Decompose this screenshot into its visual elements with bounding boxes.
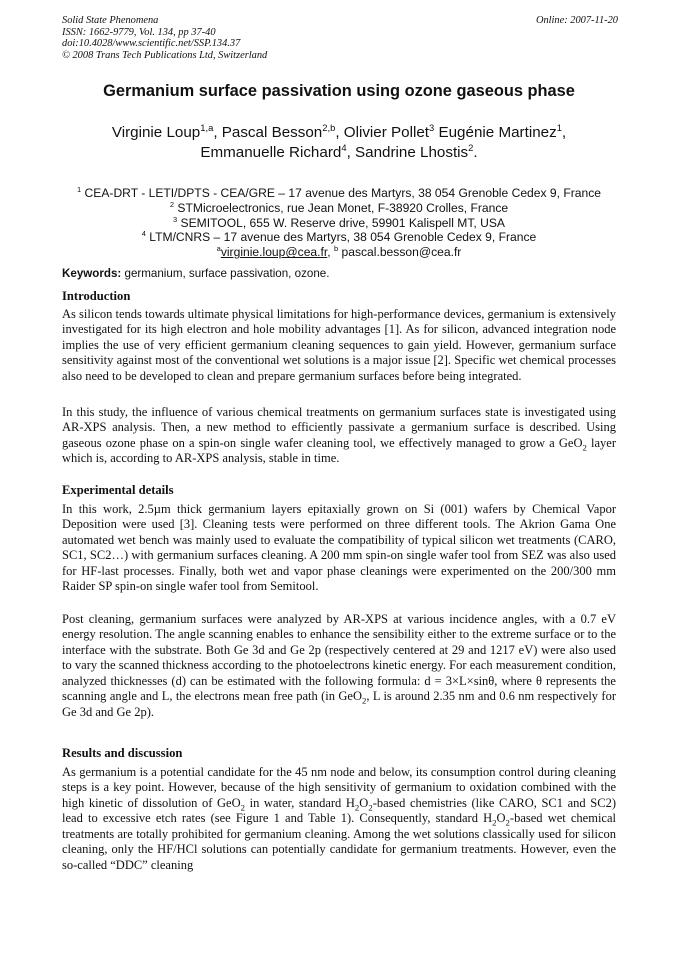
- author-name: Olivier Pollet: [343, 124, 430, 141]
- affiliation-text: STMicroelectronics, rue Jean Monet, F-38920 Crolles, France: [177, 200, 509, 215]
- affiliation-item: [40, 216, 638, 231]
- affiliation-item: [40, 230, 638, 245]
- author-list: [40, 123, 638, 162]
- email-mark-b: b: [333, 244, 339, 254]
- section-heading-experimental: Experimental details: [62, 483, 174, 497]
- affiliation-number: 3: [173, 214, 178, 224]
- section-heading-introduction: Introduction: [62, 289, 131, 303]
- author-name: Sandrine Lhostis: [355, 143, 469, 161]
- email-link-loup[interactable]: virginie.loup@cea.fr: [220, 245, 328, 260]
- author-affil-mark: 2,b: [322, 121, 336, 133]
- paragraph-exp-2: [62, 612, 616, 720]
- affiliation-number: 2: [169, 199, 175, 209]
- author-separator: ,: [213, 124, 222, 141]
- affiliation-text: SEMITOOL, 655 W. Reserve drive, 59901 Kalispell MT, USA: [180, 215, 505, 230]
- subscript: 2: [362, 695, 367, 706]
- paragraph-text: Post cleaning, germanium surfaces were analyzed by AR-XPS at various incidence angles, with a 0.7 eV energy resolution. The angle scanning enables to enhance the sensibility either to the extreme surface or to the interface with the substrate. Both Ge 3d and Ge 2p (respectively centered at 29 and 1217 eV) were also used to vary the scanned thickness according to the photoelectrons kinetic energy. For each measurement condition, analyzed thicknesses (d) can be estimated with the following formula: d = 3×L×sinθ, where θ represents the scanning angle and L, the electrons mean free path (in GeO: [62, 612, 616, 704]
- paragraph-text: -based wet chemical treatments are totally prohibited for germanium cleaning. Among the wet solutions classically used for silicon cleaning, only the HF/HCl solutions can potentially candidate for germanium treatments. However, even the so-called “DDC” cleaning: [62, 811, 616, 872]
- paragraph-intro-2: [62, 405, 616, 467]
- author-affil-mark: 4: [341, 141, 347, 153]
- journal-copyright: © 2008 Trans Tech Publications Ltd, Switzerland: [62, 49, 268, 61]
- author-affil-mark: 3: [429, 121, 435, 133]
- author-name: Eugénie Martinez: [438, 124, 557, 141]
- keywords-text: germanium, surface passivation, ozone.: [121, 267, 330, 280]
- keywords-line: [62, 267, 618, 280]
- online-date: Online: 2007-11-20: [535, 15, 618, 26]
- author-affil-mark: 1,a: [200, 121, 214, 133]
- journal-doi: doi:10.4028/www.scientific.net/SSP.134.37: [62, 38, 241, 50]
- paragraph-exp-1: In this work, 2.5µm thick germanium layers epitaxially grown on Si (001) wafers by Chemical Vapor Deposition were used [3]. Cleaning tests were performed on three different tools. The Akrion Gama One automated wet bench was mainly used to evaluate the compatibility of typical silicon wet treatments (CARO, SC1, SC2…) with germanium surfaces cleaning. A 200 mm spin-on single wafer tool from SEZ was also used for HF-last processes. Finally, both wet and vapor phase cleanings were experimented on the 200/300 mm Raider SP spin-on single wafer tool from Semitool.: [62, 502, 616, 594]
- subscript: 2: [354, 802, 360, 813]
- affiliation-number: 1: [77, 184, 82, 194]
- paragraph-intro-1: As silicon tends towards ultimate physical limitations for high-performance devices, germanium is extensively investigated for its high electron and hole mobility advantages [1]. As for silicon, advanced integration node implies the use of very efficient germanium cleaning sequences to gain yield. However, germanium surface sensitivity against most of the conventional wet solutions is a major issue [2]. Specific wet chemical processes also need to be developed to clean and prepare germanium surfaces before being integrated.: [62, 307, 616, 383]
- author-affil-mark: 2: [468, 141, 474, 153]
- affiliation-item: [40, 201, 638, 216]
- author-separator: ,: [335, 124, 344, 141]
- author-name: Pascal Besson: [221, 124, 323, 141]
- affiliation-text: LTM/CNRS – 17 avenue des Martyrs, 38 054 Grenoble Cedex 9, France: [149, 230, 537, 245]
- journal-header: [62, 15, 618, 61]
- author-affil-mark: 1: [556, 121, 562, 133]
- email-line: [40, 245, 638, 260]
- keywords-label: Keywords:: [62, 267, 122, 280]
- author-name: Virginie Loup: [111, 124, 201, 141]
- paragraph-text: O: [359, 795, 369, 810]
- journal-name: Solid State Phenomena: [62, 15, 159, 26]
- subscript: 2: [505, 817, 510, 828]
- subscript: 2: [582, 442, 587, 453]
- email-besson: pascal.besson@cea.fr: [338, 245, 462, 260]
- subscript: 2: [368, 802, 373, 813]
- subscript: 2: [240, 802, 245, 813]
- email-mark-a: a: [216, 244, 221, 254]
- paragraph-text: As germanium is a potential candidate for the 45 nm node and below, its consumption control during cleaning steps is a key point. However, because of the high sensitivity of germanium to oxidation combined with the high kinetic of dissolution of GeO: [62, 765, 616, 810]
- paragraph-text: layer which is, according to AR-XPS analysis, stable in time.: [62, 435, 616, 466]
- author-separator: .: [473, 143, 478, 161]
- journal-issn: ISSN: 1662-9779, Vol. 134, pp 37-40: [62, 26, 216, 38]
- paragraph-text: O: [496, 811, 506, 826]
- affiliation-item: [40, 186, 638, 201]
- paragraph-text: -based chemistries (like CARO, SC1 and SC2) lead to excessive etch rates (see Figure 1 and Table 1). Consequently, standard H: [62, 795, 616, 826]
- author-separator: ,: [346, 143, 356, 161]
- email-separator: ,: [327, 245, 334, 260]
- paper-title: Germanium surface passivation using ozone gaseous phase: [103, 82, 575, 100]
- subscript: 2: [492, 817, 497, 828]
- affiliation-number: 4: [141, 229, 146, 239]
- author-name: Emmanuelle Richard: [200, 143, 342, 161]
- affiliation-text: CEA-DRT - LETI/DPTS - CEA/GRE – 17 avenue des Martyrs, 38 054 Grenoble Cedex 9, France: [84, 186, 601, 200]
- author-separator: ,: [561, 124, 567, 141]
- affiliation-list: [40, 186, 638, 260]
- paragraph-text: , L is around 2.35 nm and 0.6 nm respectively for Ge 3d and Ge 2p).: [62, 689, 616, 719]
- paragraph-results-1: [62, 765, 616, 873]
- paragraph-text: in water, standard H: [244, 795, 355, 810]
- paragraph-text: In this study, the influence of various chemical treatments on germanium surfaces state is investigated using AR-XPS analysis. Then, a new method to efficiently passivate a germanium surface is described. Using gaseous ozone phase on a spin-on single wafer cleaning tool, we effectively managed to grow a GeO: [62, 405, 616, 450]
- section-heading-results: Results and discussion: [62, 746, 183, 760]
